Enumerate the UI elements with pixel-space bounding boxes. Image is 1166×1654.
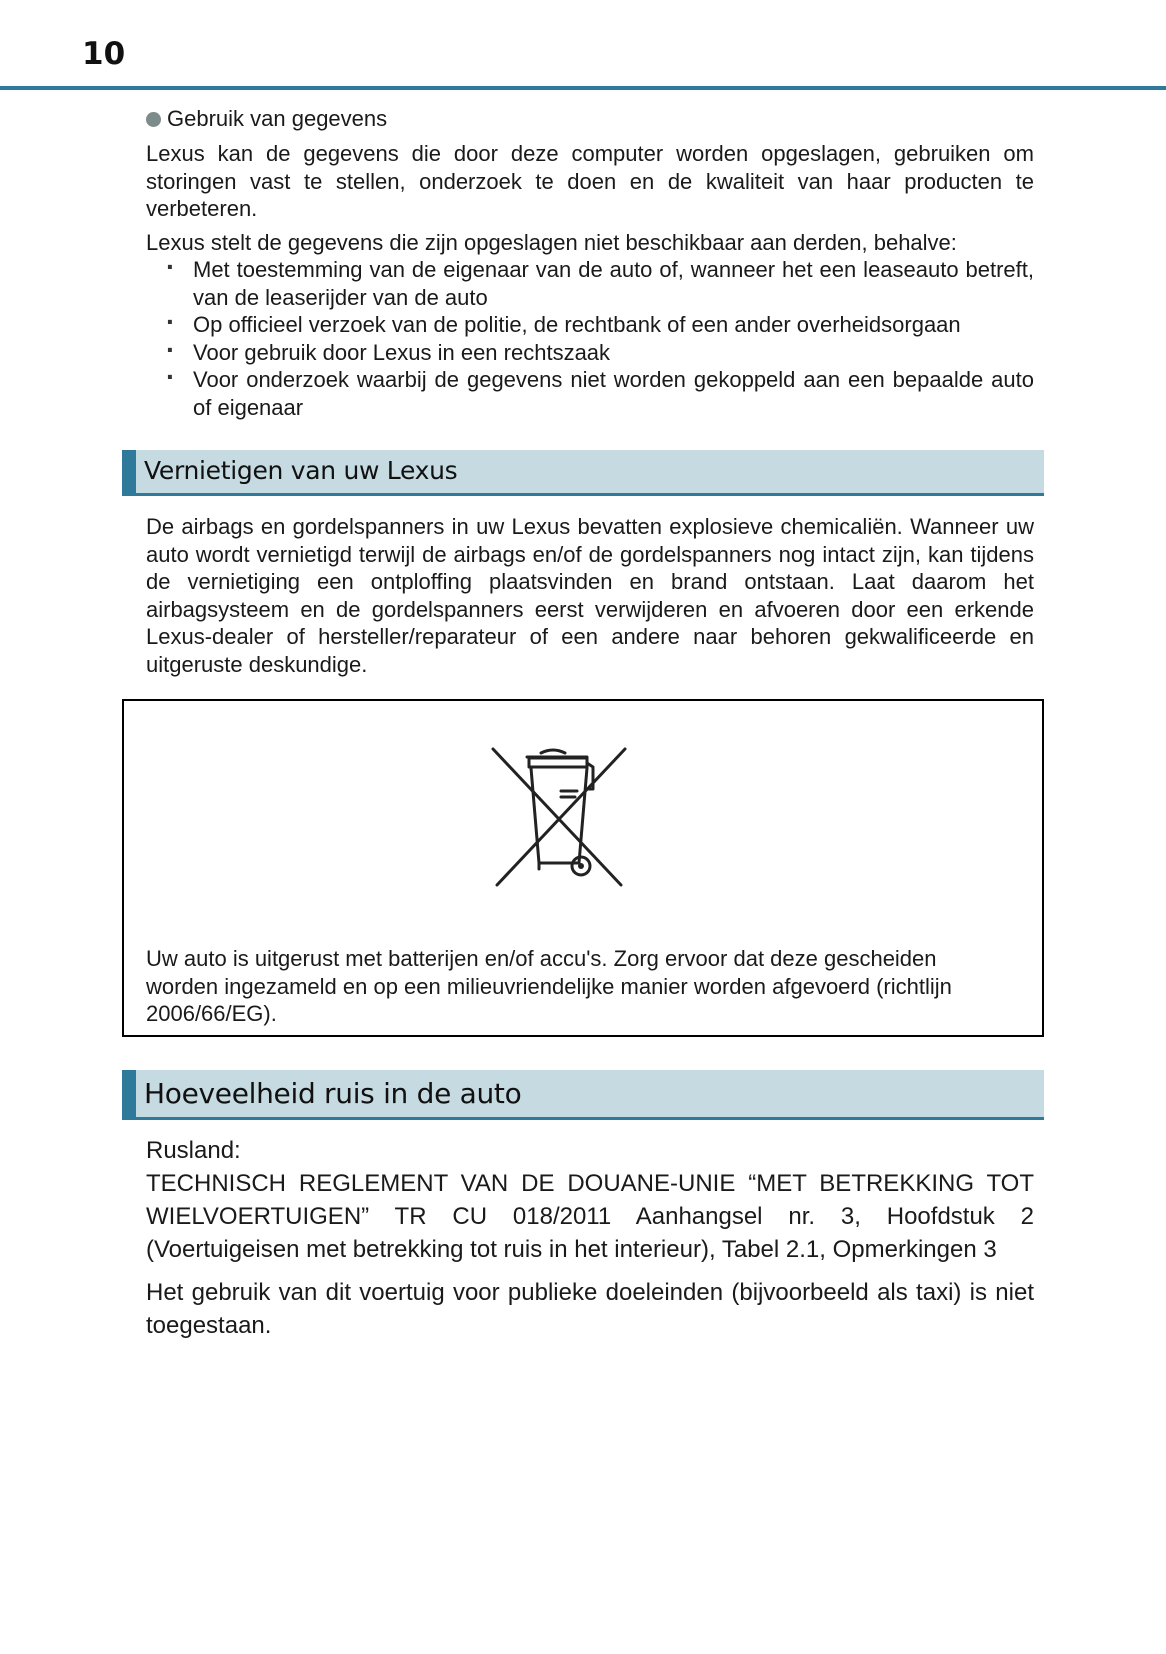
data-usage-section — [146, 140, 1034, 421]
page-number: 10 — [82, 36, 126, 72]
noise-usage: Het gebruik van dit voertuig voor publieke doeleinden (bijvoorbeeld als taxi) is niet toegestaan. — [146, 1279, 1034, 1339]
list-item: · Op officieel verzoek van de politie, de rechtbank of een ander overheidsorgaan — [146, 311, 1034, 339]
data-usage-paragraph-2: Lexus stelt de gegevens die zijn opgeslagen niet beschikbaar aan derden, behalve: — [146, 229, 957, 255]
noise-country: Rusland: — [146, 1137, 241, 1164]
crossed-out-wheelie-bin-icon — [489, 745, 629, 891]
data-usage-heading-label: Gebruik van gegevens — [167, 106, 388, 131]
section-title-noise: Hoeveelheid ruis in de auto — [144, 1077, 522, 1110]
data-usage-heading — [146, 105, 387, 132]
battery-notice — [146, 945, 1002, 1028]
battery-notice-text: Uw auto is uitgerust met batterijen en/of accu's. Zorg ervoor dat deze gescheiden worden ingezameld en op een milieuvriendelijke manier worden afgevoerd (richtlijn 2006/66/EG). — [146, 946, 952, 1026]
data-sharing-exceptions-list — [146, 256, 1034, 421]
list-item: · Met toestemming van de eigenaar van de auto of, wanneer het een leaseauto betreft, van de leaserijder van de auto — [146, 256, 1034, 311]
disposal-section — [146, 513, 1034, 678]
header-rule — [0, 86, 1166, 90]
data-usage-paragraph-1: Lexus kan de gegevens die door deze computer worden opgeslagen, gebruiken om storingen vast te stellen, onderzoek te doen en de kwaliteit van haar producten te verbeteren. — [146, 141, 1034, 221]
disposal-body: De airbags en gordelspanners in uw Lexus bevatten explosieve chemicaliën. Wanneer uw auto wordt vernietigd terwijl de airbags en/of de gordelspanners nog intact zijn, kan tijdens de vernietiging een ontploffing plaatsvinden en brand ontstaan. Laat daarom het airbagsysteem en de gordelspanners eerst verwijderen en afvoeren door een erkende Lexus-dealer of hersteller/reparateur of een andere naar behoren gekwalificeerde en uitgeruste deskundige. — [146, 514, 1034, 677]
noise-section — [146, 1134, 1034, 1342]
list-item: · Voor gebruik door Lexus in een rechtszaak — [146, 339, 1034, 367]
section-title-disposal: Vernietigen van uw Lexus — [144, 456, 458, 485]
grey-dot-icon — [146, 112, 161, 127]
noise-regulation: TECHNISCH REGLEMENT VAN DE DOUANE-UNIE “MET BETREKKING TOT WIELVOERTUIGEN” TR CU 018/2011 Aanhangsel nr. 3, Hoofdstuk 2 (Voertuigeisen met betrekking tot ruis in het interieur), Tabel 2.1, Opmerkingen 3 — [146, 1170, 1034, 1263]
list-item: · Voor onderzoek waarbij de gegevens niet worden gekoppeld aan een bepaalde auto of eigenaar — [146, 366, 1034, 421]
